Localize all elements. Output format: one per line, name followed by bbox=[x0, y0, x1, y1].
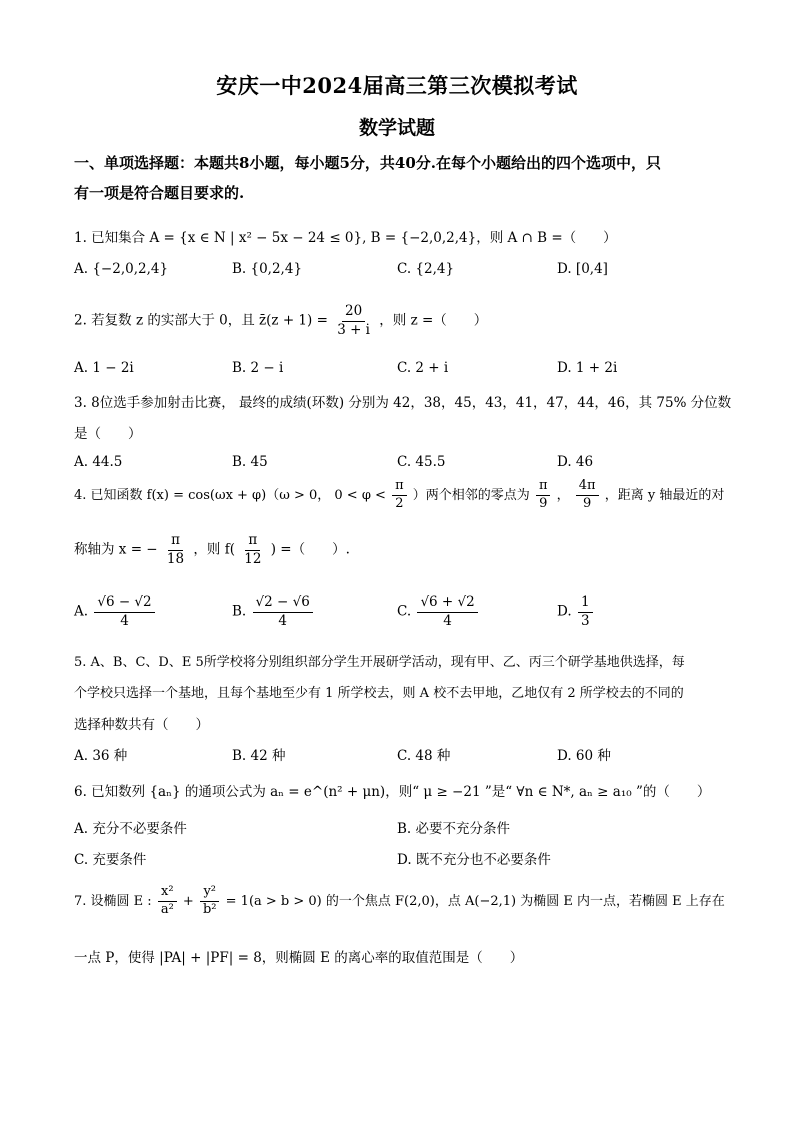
question-5: 5. A、B、C、D、E 5所学校将分别组织部分学生开展研学活动，现有甲、乙、丙三个研学基地供选择，每 bbox=[74, 655, 685, 670]
q4-option-d-label: D. bbox=[557, 603, 572, 620]
q4-option-d-den: 3 bbox=[580, 612, 590, 629]
q6-option-d: D. 既不充分也不必要条件 bbox=[397, 852, 551, 868]
q5-option-a: A. 36 种 bbox=[74, 748, 128, 764]
q2-stem-post: ，则 z =（ ） bbox=[379, 312, 488, 329]
q2-option-c: C. 2 + i bbox=[397, 360, 449, 376]
q7-stem-post: = 1(a > b > 0) 的一个焦点 F(2,0)，点 A(−2,1) 为椭圆 E 内一点，若椭圆 E 上存在 bbox=[225, 893, 725, 909]
q4-zero-2-den: 9 bbox=[583, 495, 592, 511]
q7-stem-pre: 7. 设椭圆 E : bbox=[74, 893, 152, 909]
q7-frac-x bbox=[158, 884, 177, 919]
question-4 bbox=[74, 478, 724, 513]
q4-arg-num: π bbox=[245, 532, 260, 551]
exam-title: 安庆一中2024届高三第三次模拟考试 bbox=[216, 73, 578, 98]
question-2 bbox=[74, 303, 487, 339]
q7-frac-x-den: a² bbox=[160, 901, 174, 917]
q4-option-d-frac bbox=[578, 594, 593, 630]
q4-option-d bbox=[557, 594, 595, 630]
q2-option-d: D. 1 + 2i bbox=[557, 360, 618, 376]
q4-pi-half-den: 2 bbox=[395, 495, 404, 511]
q7-frac-y-num: y² bbox=[200, 884, 219, 902]
q4-axis-den: 18 bbox=[166, 550, 185, 567]
q1-option-c: C. {2,4} bbox=[397, 261, 455, 277]
q4-option-c-num: √6 + √2 bbox=[417, 594, 477, 613]
q2-fraction bbox=[334, 303, 373, 339]
q7-frac-y-den: b² bbox=[202, 901, 217, 917]
q3-option-d: D. 46 bbox=[557, 454, 594, 470]
section-heading-cont: 有一项是符合题目要求的. bbox=[74, 184, 245, 202]
q6-option-a: A. 充分不必要条件 bbox=[74, 821, 187, 837]
q4-option-a-den: 4 bbox=[120, 612, 129, 629]
question-7-cont: 一点 P，使得 |PA| + |PF| = 8，则椭圆 E 的离心率的取值范围是（ ） bbox=[74, 950, 524, 966]
q4-option-c-frac bbox=[417, 594, 477, 630]
q4-option-c-label: C. bbox=[397, 603, 412, 620]
q4-stem-pre: 4. 已知函数 f(x) = cos(ωx + φ)（ω > 0， 0 < φ < bbox=[74, 487, 386, 503]
q4-option-b-label: B. bbox=[232, 603, 247, 620]
q4-option-b bbox=[232, 594, 315, 630]
q4-option-d-num: 1 bbox=[578, 594, 593, 613]
q2-frac-den: 3 + i bbox=[337, 321, 370, 338]
q4-arg-den: 12 bbox=[244, 550, 262, 567]
q4-stem-mid: ）两个相邻的零点为 bbox=[412, 487, 530, 503]
question-7 bbox=[74, 884, 725, 919]
q4-option-a bbox=[74, 594, 157, 630]
q3-option-b: B. 45 bbox=[232, 454, 268, 470]
q5-option-d: D. 60 种 bbox=[557, 748, 611, 764]
question-3-cont: 是（ ） bbox=[74, 426, 142, 442]
q4-option-b-num: √2 − √6 bbox=[253, 594, 313, 613]
q4-zero-1-num: π bbox=[536, 478, 551, 496]
q2-option-b: B. 2 − i bbox=[232, 360, 284, 376]
q4-line2-mid: ，则 f( bbox=[193, 541, 235, 558]
exam-subtitle: 数学试题 bbox=[358, 117, 435, 139]
question-5-cont2: 选择种数共有（ ） bbox=[74, 717, 209, 733]
q7-frac-y bbox=[200, 884, 220, 919]
question-4-cont bbox=[74, 532, 350, 568]
q1-option-d: D. [0,4] bbox=[557, 261, 608, 277]
q4-pi-half bbox=[392, 478, 407, 513]
section-heading: 一、单项选择题：本题共8小题，每小题5分，共40分.在每个小题给出的四个选项中，只 bbox=[74, 154, 661, 172]
q4-line2-post: ) =（ ）. bbox=[270, 541, 350, 558]
q4-option-b-frac bbox=[253, 594, 313, 630]
q6-option-b: B. 必要不充分条件 bbox=[397, 821, 511, 837]
question-1: 1. 已知集合 A = {x ∈ N | x² − 5x − 24 ≤ 0}, B = {−2,0,2,4}，则 A ∩ B =（ ） bbox=[74, 230, 617, 246]
q5-option-b: B. 42 种 bbox=[232, 748, 286, 764]
q4-arg-frac bbox=[241, 532, 264, 568]
q3-option-c: C. 45.5 bbox=[397, 454, 446, 470]
q4-line2-pre: 称轴为 x = − bbox=[74, 541, 158, 558]
q2-option-a: A. 1 − 2i bbox=[74, 360, 134, 376]
q4-zero-2 bbox=[576, 478, 599, 513]
q4-zero-2-num: 4π bbox=[576, 478, 599, 496]
q1-option-a: A. {−2,0,2,4} bbox=[74, 261, 169, 277]
question-3: 3. 8位选手参加射击比赛， 最终的成绩(环数) 分别为 42，38，45，43，41，47，44，46，其 75% 分位数 bbox=[74, 395, 732, 411]
q4-option-a-frac bbox=[94, 594, 154, 630]
question-6: 6. 已知数列 {aₙ} 的通项公式为 aₙ = e^(n² + μn)，则“ μ ≥ −21 ”是“ ∀n ∈ N*, aₙ ≥ a₁₀ ”的（ ） bbox=[74, 784, 711, 800]
q4-option-b-den: 4 bbox=[278, 612, 287, 629]
q6-option-c: C. 充要条件 bbox=[74, 852, 147, 868]
q4-stem-post: ，距离 y 轴最近的对 bbox=[604, 487, 725, 503]
q4-comma: ， bbox=[556, 487, 570, 503]
q7-frac-x-num: x² bbox=[158, 884, 177, 902]
q2-stem-pre: 2. 若复数 z 的实部大于 0，且 z̄(z + 1) = bbox=[74, 312, 328, 329]
q4-axis-num: π bbox=[168, 532, 183, 551]
q4-zero-1-den: 9 bbox=[539, 495, 548, 511]
q4-axis-frac bbox=[164, 532, 187, 568]
q4-option-a-label: A. bbox=[74, 603, 89, 620]
q4-pi-half-num: π bbox=[392, 478, 407, 496]
q4-option-c bbox=[397, 594, 480, 630]
q3-option-a: A. 44.5 bbox=[74, 454, 123, 470]
q5-option-c: C. 48 种 bbox=[397, 748, 451, 764]
q4-zero-1 bbox=[536, 478, 551, 513]
q7-plus: + bbox=[182, 893, 194, 909]
question-5-cont: 个学校只选择一个基地，且每个基地至少有 1 所学校去，则 A 校不去甲地，乙地仅有 2 所学校去的不同的 bbox=[74, 686, 684, 701]
q2-frac-num: 20 bbox=[342, 303, 365, 322]
q4-option-c-den: 4 bbox=[443, 612, 452, 629]
q1-option-b: B. {0,2,4} bbox=[232, 261, 303, 277]
q4-option-a-num: √6 − √2 bbox=[94, 594, 154, 613]
